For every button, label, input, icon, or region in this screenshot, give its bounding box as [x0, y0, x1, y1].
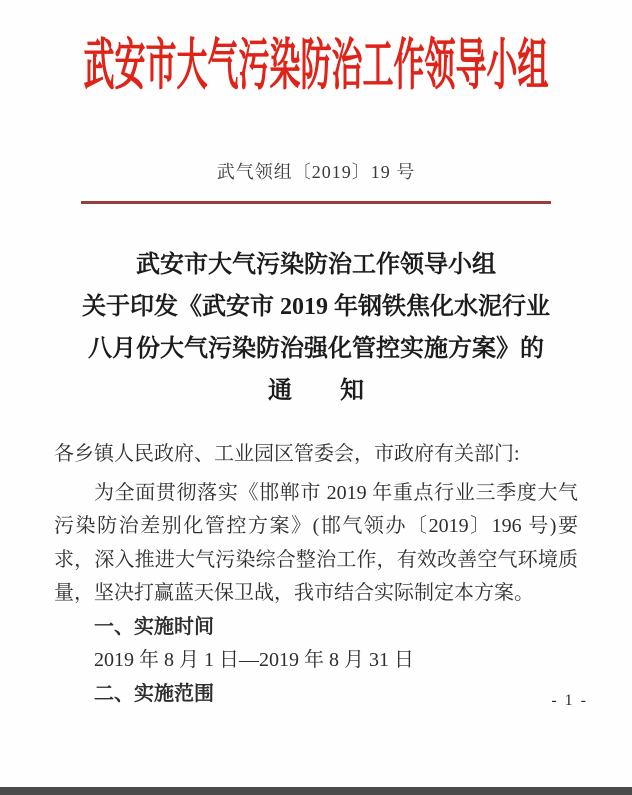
bottom-edge-bar: [0, 787, 632, 795]
section-2-heading: 二、实施范围: [94, 682, 214, 705]
section-1-heading: 一、实施时间: [94, 615, 214, 638]
intro-paragraph: 为全面贯彻落实《邯郸市 2019 年重点行业三季度大气污染防治差别化管控方案》(邯气领办〔2019〕196 号)要求，深入推进大气污染综合整治工作，有效改善空气环境质量，坚决打赢蓝天保卫战，我市结合实际制定本方案。: [54, 481, 578, 604]
letterhead-banner: [0, 0, 632, 102]
document-number: 武气领组〔2019〕19 号: [216, 162, 416, 182]
notice-title: [0, 244, 632, 412]
notice-title-line-3: 八月份大气污染防治强化管控实施方案》的: [88, 336, 544, 362]
red-divider-line: [81, 201, 551, 204]
letterhead-title: 武安市大气污染防治工作领导小组: [83, 33, 549, 97]
notice-title-line-4: 通 知: [268, 378, 364, 404]
page-number: - 1 -: [551, 692, 588, 709]
document-body: [54, 438, 578, 711]
salutation-line: 各乡镇人民政府、工业园区管委会，市政府有关部门:: [54, 443, 520, 465]
notice-title-line-1: 武安市大气污染防治工作领导小组: [136, 252, 496, 278]
section-1-date-range: 2019 年 8 月 1 日—2019 年 8 月 31 日: [94, 649, 414, 671]
notice-title-line-2: 关于印发《武安市 2019 年钢铁焦化水泥行业: [82, 294, 550, 320]
